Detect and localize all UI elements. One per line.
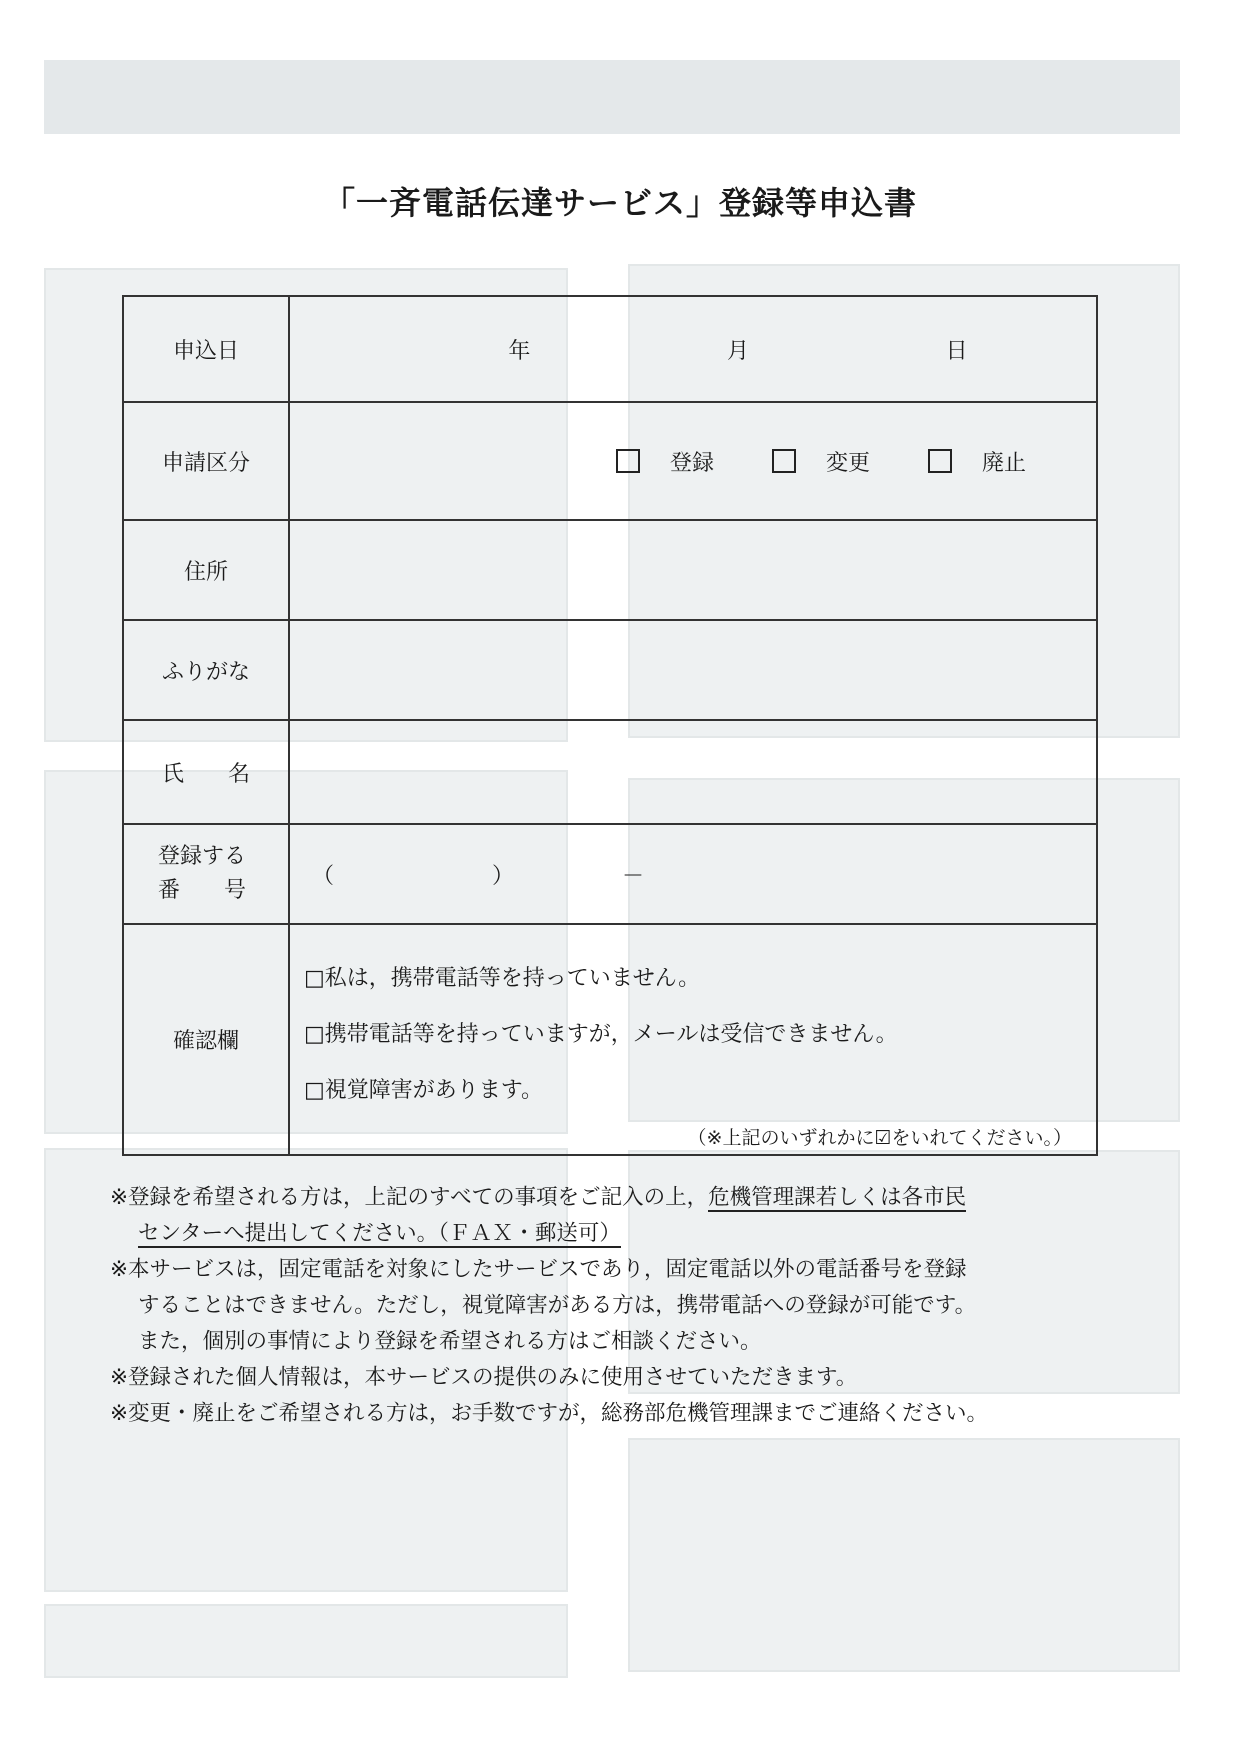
- register-option-label: 登録: [669, 450, 714, 476]
- furigana-label: ふりがな: [123, 620, 289, 720]
- note-1-underlined: 危機管理課若しくは各市民: [708, 1185, 967, 1210]
- area-code-close-paren: ）: [492, 863, 515, 889]
- area-code-open-paren: （: [312, 863, 335, 889]
- note-1-underlined-cont: センターへ提出してください。（ＦＡＸ・郵送可）: [138, 1221, 621, 1246]
- checkbox-square-icon: [616, 449, 640, 473]
- date-label: 申込日: [123, 296, 289, 402]
- phone-label-line2: 番 号: [158, 878, 247, 903]
- note-1-text: ※登録を希望される方は，上記のすべての事項をご記入の上，: [110, 1185, 709, 1210]
- day-unit: 日: [945, 338, 968, 364]
- confirm-label: 確認欄: [123, 924, 289, 1155]
- name-field[interactable]: [289, 720, 1097, 824]
- confirm-field: [289, 924, 1097, 1155]
- note-4: ※変更・廃止をご希望される方は，お手数ですが，総務部危機管理課までご連絡ください。: [110, 1401, 989, 1426]
- change-option-label: 変更: [825, 450, 870, 476]
- cancel-option-label: 廃止: [981, 450, 1026, 476]
- application-form-table: [122, 295, 1098, 1156]
- reverse-side-bleed: [628, 1438, 1180, 1672]
- address-label: 住所: [123, 520, 289, 620]
- note-2-cont: することはできません。ただし，視覚障害がある方は，携帯電話への登録が可能です。: [138, 1293, 977, 1318]
- checkbox-square-icon: [928, 449, 952, 473]
- reverse-side-bleed: [44, 1604, 568, 1678]
- no-email-checkbox[interactable]: □携帯電話等を持っていますが，メールは受信できません。: [304, 1022, 898, 1048]
- checkbox-square-icon: [772, 449, 796, 473]
- phone-label: [123, 824, 289, 924]
- note-1-cont: [110, 1216, 1130, 1252]
- phone-field[interactable]: [289, 824, 1097, 924]
- note-1: [110, 1180, 1130, 1216]
- phone-dash: －: [622, 863, 645, 889]
- note-3: ※登録された個人情報は，本サービスの提供のみに使用させていただきます。: [110, 1365, 858, 1390]
- phone-label-line1: 登録する: [158, 843, 247, 869]
- visual-impairment-checkbox[interactable]: □視覚障害があります。: [304, 1078, 544, 1104]
- no-mobile-checkbox[interactable]: □私は，携帯電話等を持っていません。: [304, 966, 701, 991]
- notes-section: [110, 1180, 1130, 1432]
- date-field[interactable]: [289, 296, 1097, 402]
- note-2-cont2: また，個別の事情により登録を希望される方はご相談ください。: [138, 1329, 762, 1354]
- change-checkbox[interactable]: [772, 446, 870, 477]
- note-2: ※本サービスは，固定電話を対象にしたサービスであり，固定電話以外の電話番号を登録: [110, 1257, 967, 1282]
- category-label: 申請区分: [123, 402, 289, 520]
- address-field[interactable]: [289, 520, 1097, 620]
- register-checkbox[interactable]: [616, 446, 714, 477]
- reverse-side-bleed: [44, 60, 1180, 134]
- confirm-instruction: （※上記のいずれかに☑をいれてください。）: [687, 1127, 1072, 1150]
- document-title: 「一斉電話伝達サービス」登録等申込書: [322, 184, 917, 222]
- name-label: 氏 名: [123, 720, 289, 824]
- furigana-field[interactable]: [289, 620, 1097, 720]
- year-unit: 年: [508, 338, 531, 364]
- month-unit: 月: [726, 338, 749, 364]
- cancel-checkbox[interactable]: [928, 446, 1026, 477]
- category-field: [289, 402, 1097, 520]
